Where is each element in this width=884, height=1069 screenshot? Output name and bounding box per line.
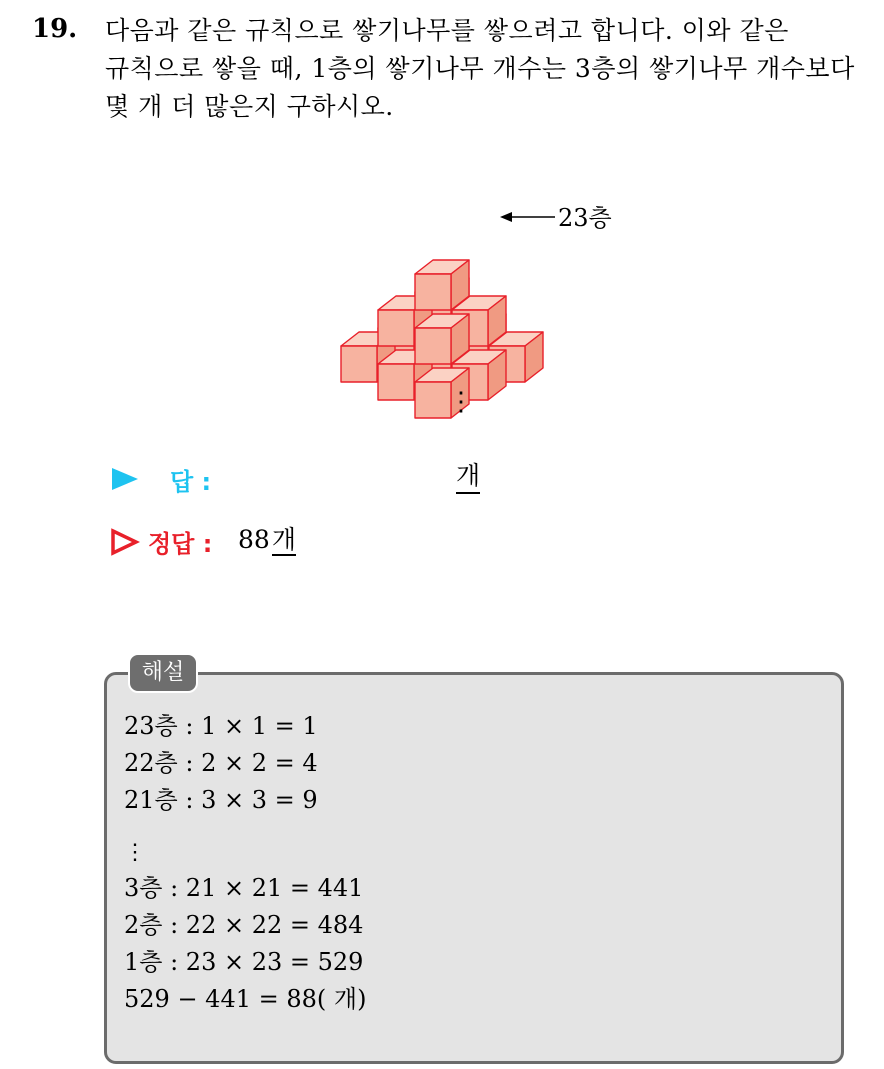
correct-label: 정답 : [148,530,213,558]
correct-arrow-icon [110,528,140,556]
solution-line: 23층 : 1 × 1 = 1 [124,712,318,740]
answer-row [110,460,610,500]
solution-lines [124,708,366,1018]
solution-line: 2층 : 22 × 22 = 484 [124,911,364,939]
solution-dots: ⋮ [124,840,146,865]
question-line: 규칙으로 쌓을 때, 1층의 쌓기나무 개수는 3층의 쌓기나무 개수보다 [105,54,855,83]
question-text [105,12,865,126]
correct-number: 88 [238,525,270,554]
top-layer-label: 23층 [558,204,612,232]
continuation-dots: ⋮ [448,387,474,417]
solution-line: 22층 : 2 × 2 = 4 [124,749,318,777]
answer-arrow-icon [110,466,140,492]
solution-line: 21층 : 3 × 3 = 9 [124,786,318,814]
question-number: 19. [32,14,78,44]
solution-line: 1층 : 23 × 23 = 529 [124,948,364,976]
stacked-cubes-figure [330,180,650,420]
cube [415,260,469,310]
correct-answer-row [110,524,610,564]
question-line: 다음과 같은 규칙으로 쌓기나무를 쌓으려고 합니다. 이와 같은 [105,16,789,45]
answer-unit: 개 [456,460,480,494]
question-line: 몇 개 더 많은지 구하시오. [105,92,394,121]
solution-line: 3층 : 21 × 21 = 441 [124,874,364,902]
solution-tag: 해설 [128,653,198,693]
correct-unit: 개 [271,525,296,554]
cube [415,314,469,364]
cube-pyramid [330,180,650,420]
answer-label: 답 : [170,468,212,496]
solution-line: 529 − 441 = 88( 개) [124,985,367,1013]
label-arrow-head [500,212,512,222]
correct-value [238,524,296,556]
